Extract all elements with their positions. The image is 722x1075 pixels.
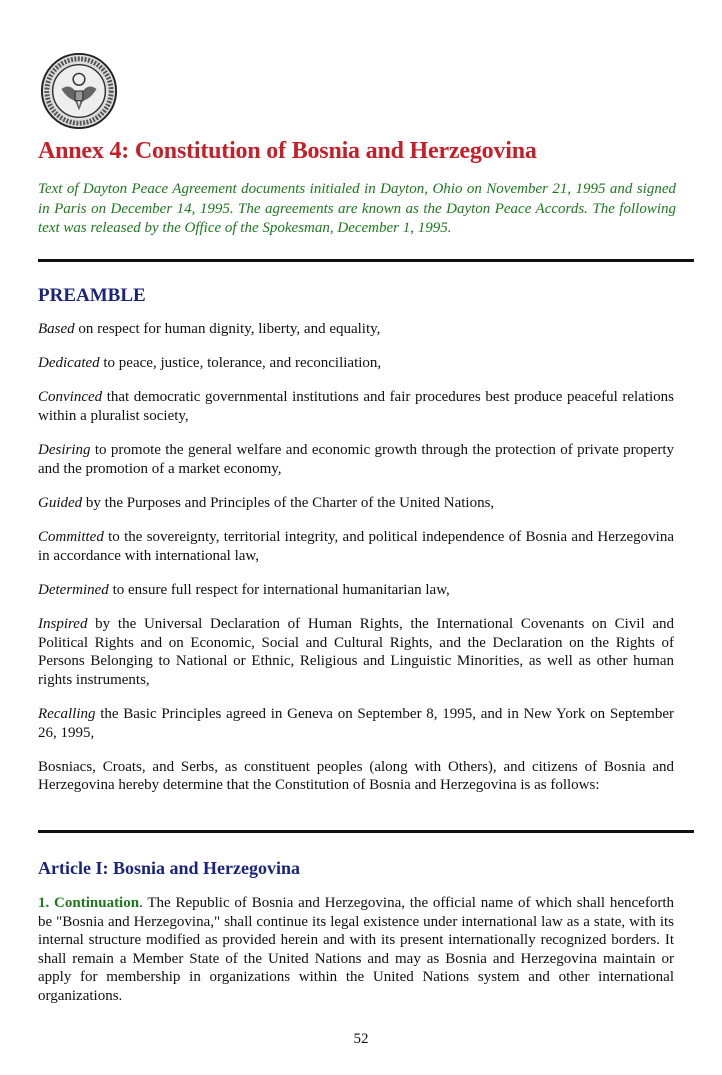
- article-heading: Article I: Bosnia and Herzegovina: [38, 858, 300, 878]
- preamble-paragraph: [38, 441, 674, 478]
- preamble-body: [38, 320, 674, 811]
- section-label: 1. Continuation: [38, 895, 140, 911]
- lead-word: Inspired: [38, 616, 88, 633]
- article-body: [38, 894, 674, 1021]
- paragraph-text: on respect for human dignity, liberty, and equality,: [74, 321, 381, 337]
- paragraph-text: by the Universal Declaration of Human Rights, the International Covenants on Civil and Political Rights and on Economic, Social and Cultural Rights, and the Declaration on the Rights of Persons Belonging to National or Ethnic, Religious and Linguistic Minorities, as well as other human rights instruments,: [38, 616, 674, 688]
- paragraph-text: that democratic governmental institutions and fair procedures best produce peaceful relations within a pluralist society,: [38, 389, 674, 424]
- preamble-paragraph: [38, 615, 674, 689]
- preamble-paragraph: [38, 494, 674, 513]
- page-number: 52: [353, 1031, 369, 1047]
- preamble-paragraph: [38, 758, 674, 795]
- divider: [38, 830, 694, 833]
- paragraph-text: to peace, justice, tolerance, and reconciliation,: [99, 355, 382, 372]
- paragraph-text: Bosniacs, Croats, and Serbs, as constituent peoples (along with Others), and citizens of Bosnia and Herzegovina hereby determine that the Constitution of Bosnia and Herzegovina is as follows:: [38, 758, 674, 794]
- lead-word: Convinced: [38, 389, 103, 406]
- preamble-paragraph: [38, 581, 674, 600]
- document-title: Annex 4: Constitution of Bosnia and Herzegovina: [38, 138, 537, 164]
- preamble-paragraph: [38, 388, 674, 425]
- article-paragraph: [38, 894, 674, 1006]
- preamble-heading: PREAMBLE: [38, 285, 146, 306]
- lead-word: Guided: [38, 494, 83, 511]
- lead-word: Committed: [38, 529, 104, 546]
- paragraph-text: by the Purposes and Principles of the Charter of the United Nations,: [82, 494, 495, 511]
- paragraph-text: to the sovereignty, territorial integrity, and political independence of Bosnia and Herzegovina in accordance with international law,: [38, 529, 674, 564]
- lead-word: Dedicated: [38, 355, 100, 372]
- preamble-paragraph: [38, 528, 674, 565]
- paragraph-text: to promote the general welfare and economic growth through the protection of private property and the promotion of a market economy,: [38, 442, 674, 477]
- lead-word: Determined: [38, 581, 109, 598]
- preamble-paragraph: [38, 320, 674, 339]
- section-text: . The Republic of Bosnia and Herzegovina, the official name of which shall henceforth be "Bosnia and Herzegovina," shall continue its legal existence under international law as a state, with its internal structure modified as provided herein and with its present internationally recognized borders. It shall remain a Member State of the United Nations and may as Bosnia and Herzegovina maintain or apply for membership in organizations within the United Nations system and other international organizations.: [38, 895, 674, 1004]
- divider: [38, 259, 694, 262]
- lead-word: Recalling: [38, 706, 96, 723]
- us-department-of-state-seal: [40, 52, 118, 130]
- preamble-paragraph: [38, 705, 674, 742]
- lead-word: Desiring: [38, 442, 91, 459]
- preamble-paragraph: [38, 354, 674, 373]
- paragraph-text: to ensure full respect for international humanitarian law,: [108, 581, 450, 598]
- lead-word: Based: [38, 321, 75, 337]
- paragraph-text: the Basic Principles agreed in Geneva on September 8, 1995, and in New York on September 26, 1995,: [38, 706, 674, 741]
- intro-text: Text of Dayton Peace Agreement documents initialed in Dayton, Ohio on November 21, 1995 and signed in Paris on December 14, 1995. The agreements are known as the Dayton Peace Accords. The following text was released by the Office of the Spokesman, December 1, 1995.: [38, 181, 676, 236]
